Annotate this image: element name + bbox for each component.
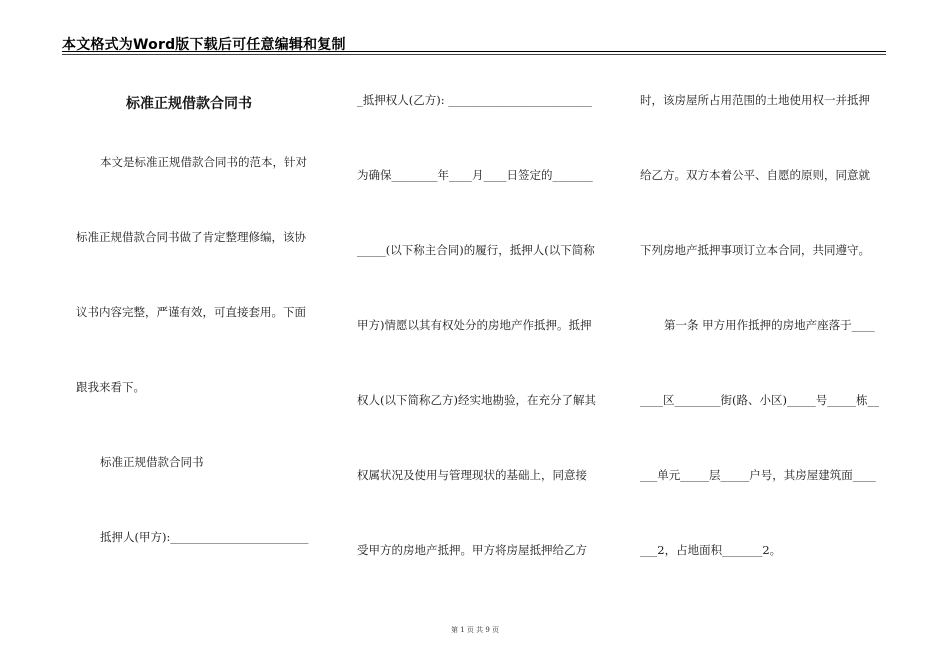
paragraph-line: 标准正规借款合同书 — [100, 455, 204, 469]
paragraph-line: 权属状况及使用与管理现状的基础上，同意接 — [357, 468, 587, 482]
page-indicator: 第 1 页 共 9 页 — [450, 626, 500, 634]
document-title: 标准正规借款合同书 — [126, 96, 252, 112]
paragraph-line: ____区________街(路、小区)_____号_____栋__ — [640, 393, 879, 407]
paragraph-line: 权人(以下简称乙方)经实地勘验，在充分了解其 — [357, 393, 596, 407]
paragraph-line: ___2，占地面积_______2。 — [640, 543, 782, 557]
header-rule — [62, 51, 886, 52]
header-title: 本文格式为Word版下载后可任意编辑和复制 — [62, 37, 346, 53]
paragraph-line: 抵押人(甲方):________________________ — [100, 530, 309, 544]
paragraph-line: 为确保________年____月____日签定的_______ — [357, 168, 593, 182]
paragraph-line: _____(以下称主合同)的履行，抵押人(以下简称 — [357, 243, 595, 257]
paragraph-line: 议书内容完整，严谨有效，可直接套用。下面 — [76, 305, 306, 319]
paragraph-line: 给乙方。双方本着公平、自愿的原则，同意就 — [640, 168, 870, 182]
paragraph-line: 下列房地产抵押事项订立本合同，共同遵守。 — [640, 243, 870, 257]
paragraph-line: 受甲方的房地产抵押。甲方将房屋抵押给乙方 — [357, 543, 587, 557]
header-rule-secondary — [62, 54, 886, 55]
paragraph-line: 甲方)情愿以其有权处分的房地产作抵押。抵押 — [357, 318, 592, 332]
paragraph-line: ___单元_____层_____户号，其房屋建筑面____ — [640, 468, 876, 482]
paragraph-line: 跟我来看下。 — [76, 380, 145, 394]
paragraph-line: 时，该房屋所占用范围的土地使用权一并抵押 — [640, 93, 870, 107]
paragraph-line: _抵押权人(乙方): _________________________ — [357, 93, 593, 107]
paragraph-line: 第一条 甲方用作抵押的房地产座落于____ — [664, 318, 875, 332]
paragraph-line: 标准正规借款合同书做了肯定整理修编，该协 — [76, 230, 306, 244]
paragraph-line: 本文是标准正规借款合同书的范本，针对 — [100, 155, 307, 169]
